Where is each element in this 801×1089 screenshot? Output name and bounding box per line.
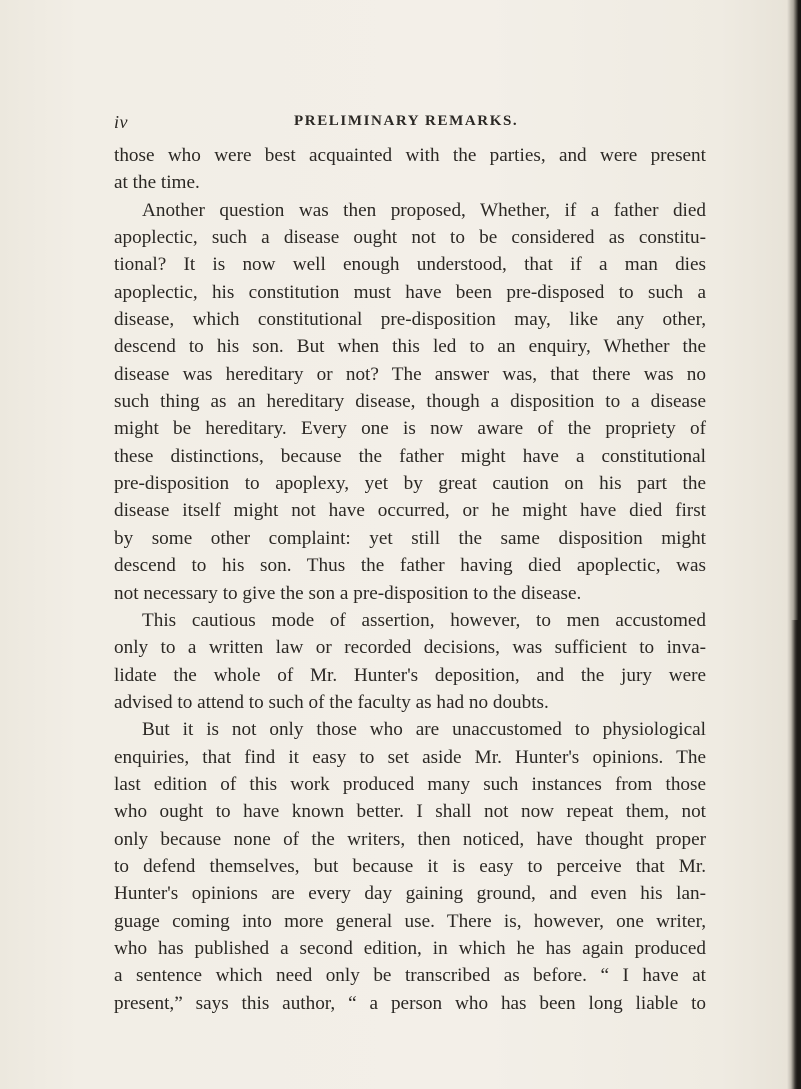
text-line: might be hereditary. Every one is now aware of the propriety of [114, 418, 706, 440]
text-line: last edition of this work produced many such instances from those [114, 773, 706, 795]
text-line: those who were best acquainted with the parties, and were present [114, 145, 706, 166]
text-line: who has published a second edition, in which he has again produced [114, 937, 706, 959]
text-line: lidate the whole of Mr. Hunter's deposition, and the jury were [114, 664, 706, 686]
text-line: disease was hereditary or not? The answer was, that there was no [114, 363, 706, 385]
text-line: apoplectic, his constitution must have been pre-disposed to such a [114, 281, 706, 303]
text-line: pre-disposition to apoplexy, yet by great caution on his part the [114, 473, 706, 495]
text-line: only because none of the writers, then noticed, have thought proper [114, 828, 706, 850]
text-line: these distinctions, because the father might have a constitutional [114, 445, 706, 467]
text-line: disease itself might not have occurred, or he might have died first [114, 500, 706, 522]
text-line: such thing as an hereditary disease, though a disposition to a disease [114, 391, 706, 413]
body-text [114, 142, 706, 1017]
text-line: enquiries, that find it easy to set aside Mr. Hunter's opinions. The [114, 746, 706, 768]
text-line: guage coming into more general use. There is, however, one writer, [114, 910, 706, 932]
text-line: present,” says this author, “ a person who has been long liable to [114, 992, 706, 1014]
page-number: iv [114, 112, 128, 132]
text-line: Another question was then proposed, Whether, if a father died [142, 199, 706, 221]
text-line: a sentence which need only be transcribed as before. “ I have at [114, 965, 706, 987]
text-line: by some other complaint: yet still the same disposition might [114, 527, 706, 549]
text-line: tional? It is now well enough understood, that if a man dies [114, 254, 706, 276]
text-line: who ought to have known better. I shall not now repeat them, not [114, 801, 706, 823]
page-gutter-shadow [787, 0, 801, 1089]
text-line: descend to his son. But when this led to an enquiry, Whether the [114, 336, 706, 358]
text-line: only to a written law or recorded decisions, was sufficient to inva- [114, 637, 706, 659]
text-line: to defend themselves, but because it is easy to perceive that Mr. [114, 855, 706, 877]
text-line: descend to his son. Thus the father having died apoplectic, was [114, 555, 706, 577]
text-line: advised to attend to such of the faculty as had no doubts. [114, 691, 549, 713]
text-line: not necessary to give the son a pre-disposition to the disease. [114, 582, 582, 604]
text-line: But it is not only those who are unaccustomed to physiological [142, 719, 706, 741]
text-line: This cautious mode of assertion, however, to men accustomed [142, 609, 706, 631]
running-title: PRELIMINARY REMARKS. [294, 113, 519, 129]
running-head [114, 112, 734, 136]
text-line: apoplectic, such a disease ought not to be considered as constitu- [114, 227, 706, 249]
text-line: Hunter's opinions are every day gaining ground, and even his lan- [114, 883, 706, 905]
text-line: disease, which constitutional pre-disposition may, like any other, [114, 309, 706, 331]
text-line: at the time. [114, 172, 200, 194]
